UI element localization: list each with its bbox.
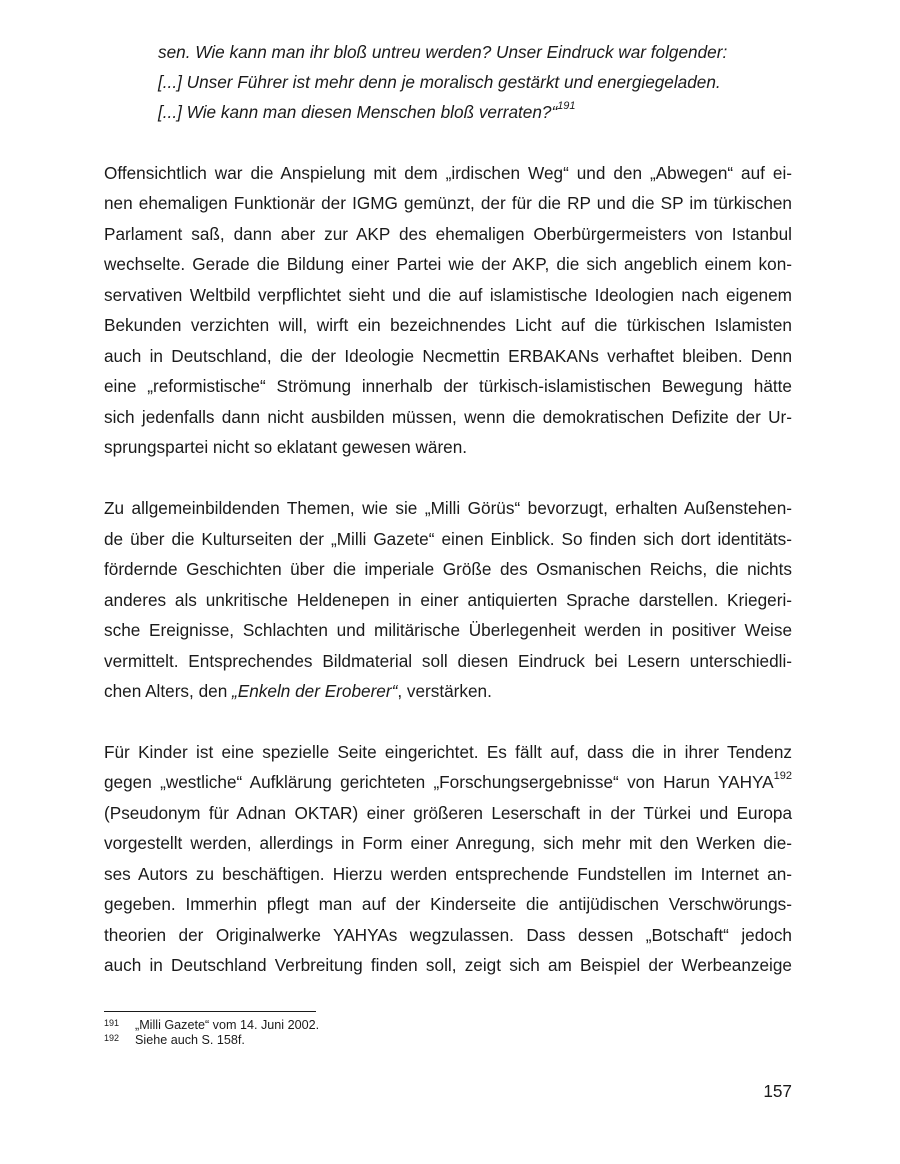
quote-text: [...] Wie kann man diesen Menschen bloß verraten?“	[158, 102, 558, 122]
quote-line-1: sen. Wie kann man ihr bloß untreu werden? Unser Eindruck war folgender:	[158, 42, 728, 62]
footnote-number: 192	[104, 1033, 120, 1043]
paragraph-1-line: Offensichtlich war die Anspielung mit dem „irdischen Weg“ und den „Abwegen“ auf ei-	[104, 163, 792, 183]
paragraph-1-line: sprungspartei nicht so eklatant gewesen wären.	[104, 437, 468, 457]
footnote-ref-191: 191	[557, 100, 576, 113]
footnote-separator	[104, 1011, 316, 1012]
paragraph-3-line: ses Autors zu beschäftigen. Hierzu werden entsprechende Fundstellen im Internet an-	[104, 864, 792, 884]
quote-line-2: [...] Unser Führer ist mehr denn je moralisch gestärkt und energiegeladen.	[158, 72, 721, 92]
paragraph-2-italic-quote: „Enkeln der Eroberer“	[232, 681, 398, 701]
footnote-192	[104, 1033, 245, 1048]
paragraph-1-line: Parlament saß, dann aber zur AKP des ehemaligen Oberbürgermeisters von Istanbul	[104, 224, 792, 244]
paragraph-1-line: nen ehemaligen Funktionär der IGMG gemünzt, der für die RP und die SP im türkischen	[104, 193, 792, 213]
paragraph-1-line: servativen Weltbild verpflichtet sieht und die auf islamistische Ideologien nach eigenem	[104, 285, 792, 305]
paragraph-2-text: , verstärken.	[397, 681, 492, 701]
paragraph-1-line: Bekunden verzichten will, wirft ein bezeichnendes Licht auf die türkischen Islamisten	[104, 315, 792, 335]
footnote-number: 191	[104, 1018, 120, 1028]
quote-line-3	[158, 102, 576, 122]
footnote-text: „Milli Gazete“ vom 14. Juni 2002.	[135, 1018, 320, 1032]
paragraph-2-last-line	[104, 681, 492, 701]
paragraph-3-text: gegen „westliche“ Aufklärung gerichteten „Forschungsergebnisse“ von Harun YAHYA	[104, 772, 774, 792]
paragraph-2-line: Zu allgemeinbildenden Themen, wie sie „Milli Görüs“ bevorzugt, erhalten Außenstehen-	[104, 498, 792, 518]
paragraph-1-line: eine „reformistische“ Strömung innerhalb der türkisch-islamistischen Bewegung hätte	[104, 376, 792, 396]
paragraph-2-line: de über die Kulturseiten der „Milli Gazete“ einen Einblick. So finden sich dort identitäts-	[104, 529, 792, 549]
paragraph-3-line: gegeben. Immerhin pflegt man auf der Kinderseite die antijüdischen Verschwörungs-	[104, 894, 792, 914]
footnote-191	[104, 1018, 319, 1033]
paragraph-2-line: sche Ereignisse, Schlachten und militärische Überlegenheit werden in positiver Weise	[104, 620, 792, 640]
paragraph-2-line: fördernde Geschichten über die imperiale Größe des Osmanischen Reichs, die nichts	[104, 559, 792, 579]
footnote-ref-192: 192	[773, 770, 792, 783]
footnote-text: Siehe auch S. 158f.	[135, 1033, 245, 1047]
paragraph-2-line: vermittelt. Entsprechendes Bildmaterial soll diesen Eindruck bei Lesern unterschiedli-	[104, 651, 792, 671]
paragraph-3-line: (Pseudonym für Adnan OKTAR) einer größeren Leserschaft in der Türkei und Europa	[104, 803, 792, 823]
paragraph-1-line: sich jedenfalls dann nicht ausbilden müssen, wenn die demokratischen Defizite der Ur-	[104, 407, 792, 427]
paragraph-3-line: Für Kinder ist eine spezielle Seite eingerichtet. Es fällt auf, dass die in ihrer Tendenz	[104, 742, 792, 762]
paragraph-3-line: auch in Deutschland Verbreitung finden soll, zeigt sich am Beispiel der Werbeanzeige	[104, 955, 792, 975]
paragraph-3-line	[104, 772, 792, 792]
paragraph-1-line: wechselte. Gerade die Bildung einer Partei wie der AKP, die sich angeblich einem kon-	[104, 254, 792, 274]
paragraph-1-line: auch in Deutschland, die der Ideologie Necmettin ERBAKANs verhaftet bleiben. Denn	[104, 346, 792, 366]
paragraph-3-line: vorgestellt werden, allerdings in Form einer Anregung, sich mehr mit den Werken die-	[104, 833, 792, 853]
paragraph-3-line: theorien der Originalwerke YAHYAs wegzulassen. Dass dessen „Botschaft“ jedoch	[104, 925, 792, 945]
page-number: 157	[763, 1081, 792, 1101]
paragraph-2-line: anderes als unkritische Heldenepen in einer antiquierten Sprache darstellen. Kriegeri-	[104, 590, 792, 610]
paragraph-2-text: chen Alters, den	[104, 681, 233, 701]
